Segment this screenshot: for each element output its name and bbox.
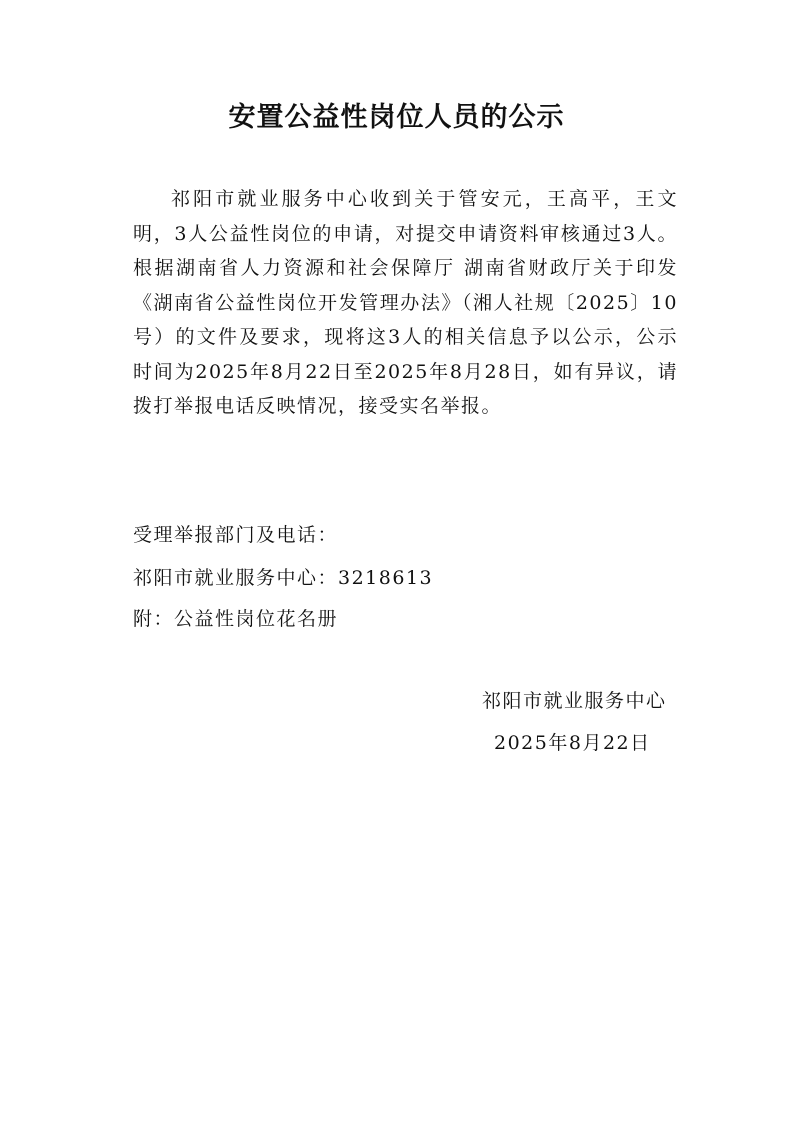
report-dept-label: 受理举报部门及电话： [133,524,339,546]
body-paragraph: 祁阳市就业服务中心收到关于管安元，王高平，王文明，3人公益性岗位的申请，对提交申请资料审核通过3人。根据湖南省人力资源和社会保障厅 湖南省财政厅关于印发《湖南省公益性岗位开发管理办法》（湘人社规〔2025〕10号）的文件及要求，现将这3人的相关信息予以公示，公示时间为2025年8月22日至2025年8月28日，如有异议，请拨打举报电话反映情况，接受实名举报。 [133,188,678,417]
attachment-note: 附：公益性岗位花名册 [133,608,339,630]
report-contact: 祁阳市就业服务中心：3218613 [133,567,434,589]
signature-date: 2025年8月22日 [494,732,651,754]
document-title: 安置公益性岗位人员的公示 [228,102,565,133]
signature-organization: 祁阳市就业服务中心 [482,690,667,712]
